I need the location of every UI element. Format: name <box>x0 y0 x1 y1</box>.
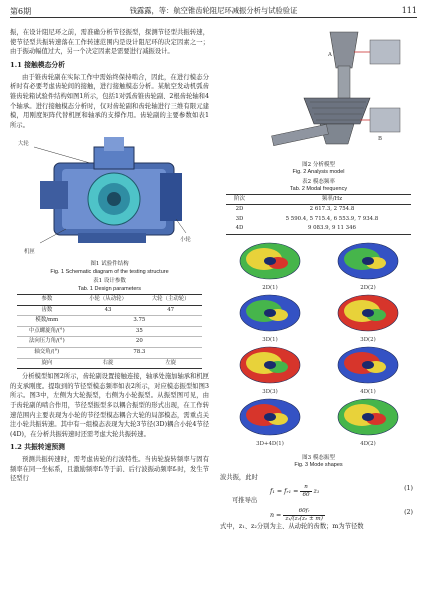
table-cell: 齿数 <box>17 305 77 316</box>
table-row <box>226 205 411 215</box>
mode-shape-label: 2D(2) <box>360 285 376 291</box>
equation-2-numerator: 60fᵣ <box>283 508 325 516</box>
table-cell: 3D <box>235 215 244 222</box>
equation-1-lhs: f₁ = fᵣ₁ = <box>270 488 299 496</box>
table-cell: 3.75 <box>77 316 202 327</box>
fig1-label-small-gear: 小轮 <box>180 237 191 244</box>
fig2-label-a: A <box>328 52 332 58</box>
table-cell: 模数/mm <box>17 316 77 327</box>
table-cell: 2 617.3, 2 754.8 <box>309 206 355 213</box>
fig1-caption-cn: 图1 试验件结构 <box>90 261 129 268</box>
mode-shape-6 <box>338 347 398 395</box>
equation-2-denominator: z₁/(z₂(z₂ ± m) <box>285 516 323 522</box>
equation-1-body <box>270 484 319 499</box>
table-cell: 35 <box>77 326 202 337</box>
table-row <box>226 215 411 225</box>
running-title: 钱露露，等：航空锥齿轮阻尼环减振分析与试验验证 <box>129 6 298 15</box>
table-cell: 5 590.4, 5 715.4, 6 553.9, 7 934.8 <box>285 215 379 222</box>
mode-shape-3 <box>240 295 300 343</box>
design-parameters-table <box>17 294 202 369</box>
equation-2 <box>220 506 417 522</box>
fig1-label-casing: 机匣 <box>24 249 35 256</box>
table-header-cell: 频率/Hz <box>253 194 411 205</box>
equation-2-lhs: n = <box>270 512 282 519</box>
table-cell: 43 <box>77 305 140 316</box>
section-1-1-heading: 1.1 接触模态分析 <box>10 60 65 69</box>
table-cell: 轴交角/(°) <box>17 347 77 358</box>
table-row <box>17 316 202 327</box>
equation-2-number: (2) <box>404 509 413 516</box>
fig1-label-big-gear: 大轮 <box>18 141 29 148</box>
tab2-caption-en: Tab. 2 Modal frequency <box>289 186 348 193</box>
table-cell: 旋向 <box>17 358 77 369</box>
paragraph-where: 式中，z₁、z₂分别为主、从动轮的齿数；m为节径数 <box>220 523 364 530</box>
table-cell: 20 <box>77 337 202 348</box>
tab2-caption-cn: 表2 模态频率 <box>302 178 335 185</box>
figure-1 <box>10 133 209 261</box>
paragraph-analysis-model: 分析模型如图2所示，齿轮副设置接触连接，轴承处施加轴承和机匣的支承刚度。提取到的节径型模态频率如表2所示，对应模态振型如图3所示。图3中，左侧为大轮振型，右侧为小轮振型。从振型图可见，由于齿轮副的啮合作用，节径型振型多以耦合振型的形式出现，在工作转速范围内主要表现为小轮的节径型模态耦合大轮的局部模态，需重点关注小轮共振转速。其中有一组模态表现为大轮3节径(3D)耦合小轮4节径(4D)，在分析共振转速时还需考虑大轮共振转速。 <box>10 373 209 438</box>
table-cell: 9 083.9, 9 11 346 <box>253 224 411 234</box>
fig3-caption-en: Fig. 3 Mode shapes <box>294 462 343 469</box>
table-cell: 78.3 <box>77 347 202 358</box>
table-cell: 4D <box>226 224 253 234</box>
equation-1-number: (1) <box>404 485 413 493</box>
table-cell: 左旋 <box>139 358 202 369</box>
table-row <box>17 305 202 316</box>
modal-frequency-table <box>226 194 411 235</box>
mode-shapes-grid <box>220 239 417 455</box>
issue-number: 第6期 <box>10 7 32 16</box>
paragraph-traveling-wave: 波共振，此时 <box>220 473 258 481</box>
mode-shape-label: 4D(1) <box>360 389 376 395</box>
fig3-caption-cn: 图3 模态振型 <box>302 455 335 461</box>
equation-1-numerator: n <box>300 484 311 492</box>
section-1-2-heading: 1.2 共振转速预测 <box>10 443 65 452</box>
table-header-row <box>226 194 411 205</box>
analysis-model-diagram <box>220 28 417 162</box>
table-cell: 法向压力角/(°) <box>17 337 77 348</box>
mode-shape-label: 3D(3) <box>262 389 278 395</box>
page-header <box>10 4 417 18</box>
fig2-caption-en: Fig. 2 Analysis model <box>292 169 345 176</box>
table-cell: 47 <box>139 305 202 316</box>
fig2-caption-cn: 图2 分析模型 <box>302 162 335 168</box>
table-row <box>226 224 411 234</box>
mode-shape-label: 3D(2) <box>360 337 376 343</box>
right-column <box>220 28 417 532</box>
tab1-caption-cn: 表1 设计参数 <box>93 278 126 285</box>
table-header-cell: 阶次 <box>226 194 253 205</box>
table-row <box>17 326 202 337</box>
mode-shape-label: 4D(2) <box>360 441 376 447</box>
table-header-cell: 小轮（从动轮） <box>77 294 140 305</box>
table-cell: 中点螺旋角/(°) <box>17 326 77 337</box>
mode-shape-label: 3D(1) <box>262 337 278 343</box>
table-row <box>17 337 202 348</box>
table-header-cell: 参数 <box>17 294 77 305</box>
equation-1 <box>220 482 417 499</box>
mode-shape-7 <box>240 399 300 447</box>
equation-2-body <box>270 508 325 523</box>
left-column <box>10 28 209 484</box>
fig1-caption-en: Fig. 1 Schematic diagram of the testing structure <box>50 268 169 275</box>
figure-2 <box>220 28 417 162</box>
mode-shape-label: 3D+4D(1) <box>256 441 284 447</box>
fig2-label-b: B <box>378 136 382 142</box>
testing-structure-diagram <box>10 133 209 261</box>
equation-2-fraction <box>283 508 325 523</box>
table-header-row <box>17 294 202 305</box>
table-header-cell: 大轮（主动轮） <box>139 294 202 305</box>
tab1-caption-en: Tab. 1 Design parameters <box>78 285 141 292</box>
paragraph-derive: 可推导出 <box>232 497 258 505</box>
mode-shape-4 <box>338 295 398 343</box>
table-cell: 2D <box>235 206 244 213</box>
paragraph-contact-modal: 由于锥齿轮副在实际工作中需始终保持啮合，因此，在进行模态分析时有必要考虑齿轮间的接触，进行接触模态分析。某航空发动机弧齿锥齿轮箱试验件结构如图1所示，包括1对弧齿锥齿轮副、2根齿轮轴和4个轴承。进行接触模态分析时，仅对齿轮副和齿轮轴进行三维有限元建模，用刚度矩阵代替机匣和轴承的支撑作用。齿轮副的主要参数如表1所示。 <box>10 73 209 129</box>
equation-1-fraction <box>300 484 311 499</box>
table-cell: 右旋 <box>77 358 140 369</box>
paragraph-resonance: 预测共振转速时，需考虑齿轮的行波特性。当齿轮旋转频率与固有频率在同一坐标系，且激励频率f₁等于前、后行波振动频率fᵣ时，发生节径型行 <box>10 456 209 483</box>
mode-shape-1 <box>240 243 300 291</box>
table-row <box>17 347 202 358</box>
intro-paragraph: 振，在设计阻尼环之前，需准确分析节径振型，探测节径型共振转速，使节径型共振转速落在工作转速范围内是设计阻尼环的决定因素之一；由于振动幅值过大，另一个决定因素是需要进行减振设计。 <box>10 29 209 56</box>
equation-1-tail: z₁ <box>313 488 320 496</box>
figure-3 <box>220 239 417 455</box>
mode-shape-2 <box>338 243 398 291</box>
equation-1-denominator: 60 <box>302 492 310 499</box>
page-number: 111 <box>401 6 417 15</box>
table-row <box>17 358 202 369</box>
mode-shape-5 <box>240 347 300 395</box>
mode-shape-8 <box>338 399 398 447</box>
mode-shape-label: 2D(1) <box>262 285 278 291</box>
